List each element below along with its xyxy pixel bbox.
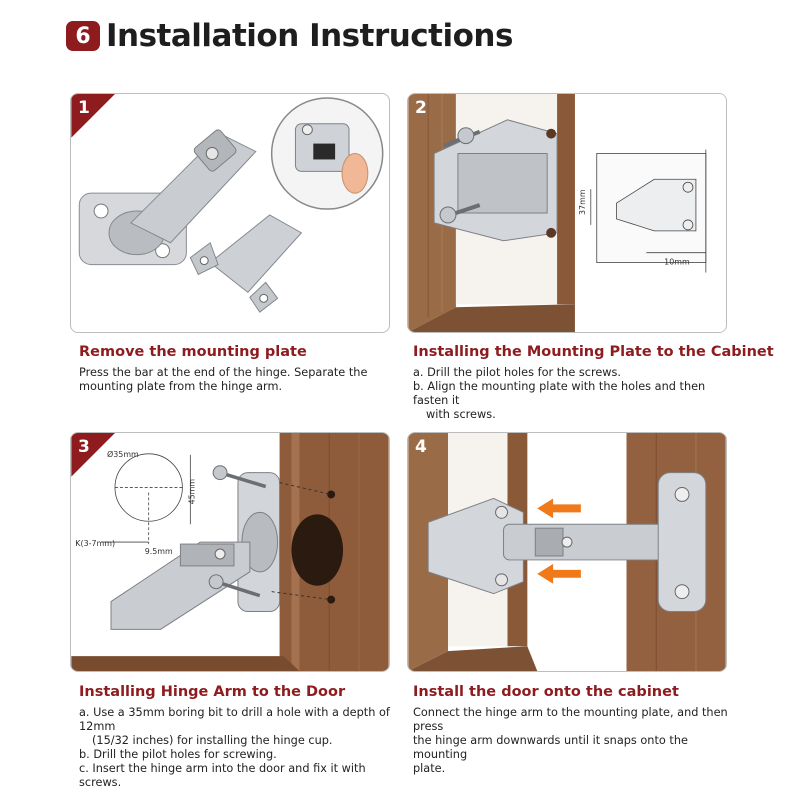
- step-2-line: with screws.: [426, 408, 496, 421]
- step-1-text: [79, 344, 409, 394]
- hinge-removal-image: [71, 94, 389, 332]
- step-3-line: c. Insert the hinge arm into the door and fix it with screws.: [79, 762, 366, 789]
- step-4-title: Install the door onto the cabinet: [413, 684, 679, 700]
- hinge-arm: [504, 473, 706, 612]
- zoom-detail-circle: [272, 98, 383, 209]
- cabinet-plate-image: [408, 94, 726, 332]
- step-4-line: plate.: [413, 762, 446, 775]
- height-label: 45mm: [187, 478, 197, 505]
- step-2-body: [413, 366, 743, 422]
- step-4-line: the hinge arm downwards until it snaps onto the mounting: [413, 734, 688, 761]
- step-3-body: [79, 706, 409, 790]
- step-1-line: Press the bar at the end of the hinge. Separate the: [79, 366, 368, 379]
- step-2-number: 2: [415, 98, 427, 118]
- step-3-line: b. Drill the pilot holes for screwing.: [79, 748, 277, 761]
- door-wood: [280, 433, 389, 671]
- page-header: [66, 16, 513, 56]
- step-1-line: mounting plate from the hinge arm.: [79, 380, 283, 393]
- k-distance-label: K(3-7mm): [75, 539, 116, 549]
- door-cabinet-image: [408, 433, 726, 671]
- step-2-title: Installing the Mounting Plate to the Cabinet: [413, 344, 774, 360]
- step-1-body: [79, 366, 409, 394]
- cup-hole: [291, 514, 343, 585]
- section-number-badge: 6: [66, 21, 100, 51]
- mounting-plate: [190, 215, 301, 312]
- door-hinge-image: [71, 433, 389, 671]
- hinge-arm: [131, 128, 256, 242]
- step-1-number: 1: [78, 98, 90, 118]
- step-2-line: a. Drill the pilot holes for the screws.: [413, 366, 622, 379]
- step-4-number: 4: [415, 437, 427, 457]
- height-dimension-label: 37mm: [577, 189, 587, 215]
- offset-dimension-label: 10mm: [664, 257, 690, 267]
- step-3-number: 3: [78, 437, 90, 457]
- step-4-text: [413, 684, 743, 776]
- step-4-line: Connect the hinge arm to the mounting plate, and then press: [413, 706, 728, 733]
- step-3-title: Installing Hinge Arm to the Door: [79, 684, 346, 700]
- finger-icon: [342, 154, 368, 194]
- hole-dimension-drawing: [101, 454, 190, 544]
- step-3-text: [79, 684, 409, 790]
- step-3-line: (15/32 inches) for installing the hinge cup.: [92, 734, 333, 747]
- step-2-text: [413, 344, 774, 422]
- step-3-illustration: [70, 432, 390, 672]
- step-4-illustration: [407, 432, 727, 672]
- step-1-title: Remove the mounting plate: [79, 344, 307, 360]
- arrow-left-icon: [537, 564, 581, 584]
- step-1-illustration: [70, 93, 390, 333]
- page-title: Installation Instructions: [106, 18, 513, 54]
- step-3-line: a. Use a 35mm boring bit to drill a hole with a depth of 12mm: [79, 706, 390, 733]
- step-4-body: [413, 706, 743, 776]
- diameter-label: Ø35mm: [107, 449, 139, 459]
- arrow-left-icon: [537, 498, 581, 518]
- plate-dimension-drawing: [591, 150, 706, 273]
- step-2-illustration: [407, 93, 727, 333]
- spacing-label: 9.5mm: [144, 546, 173, 556]
- step-2-line: b. Align the mounting plate with the holes and then fasten it: [413, 380, 706, 407]
